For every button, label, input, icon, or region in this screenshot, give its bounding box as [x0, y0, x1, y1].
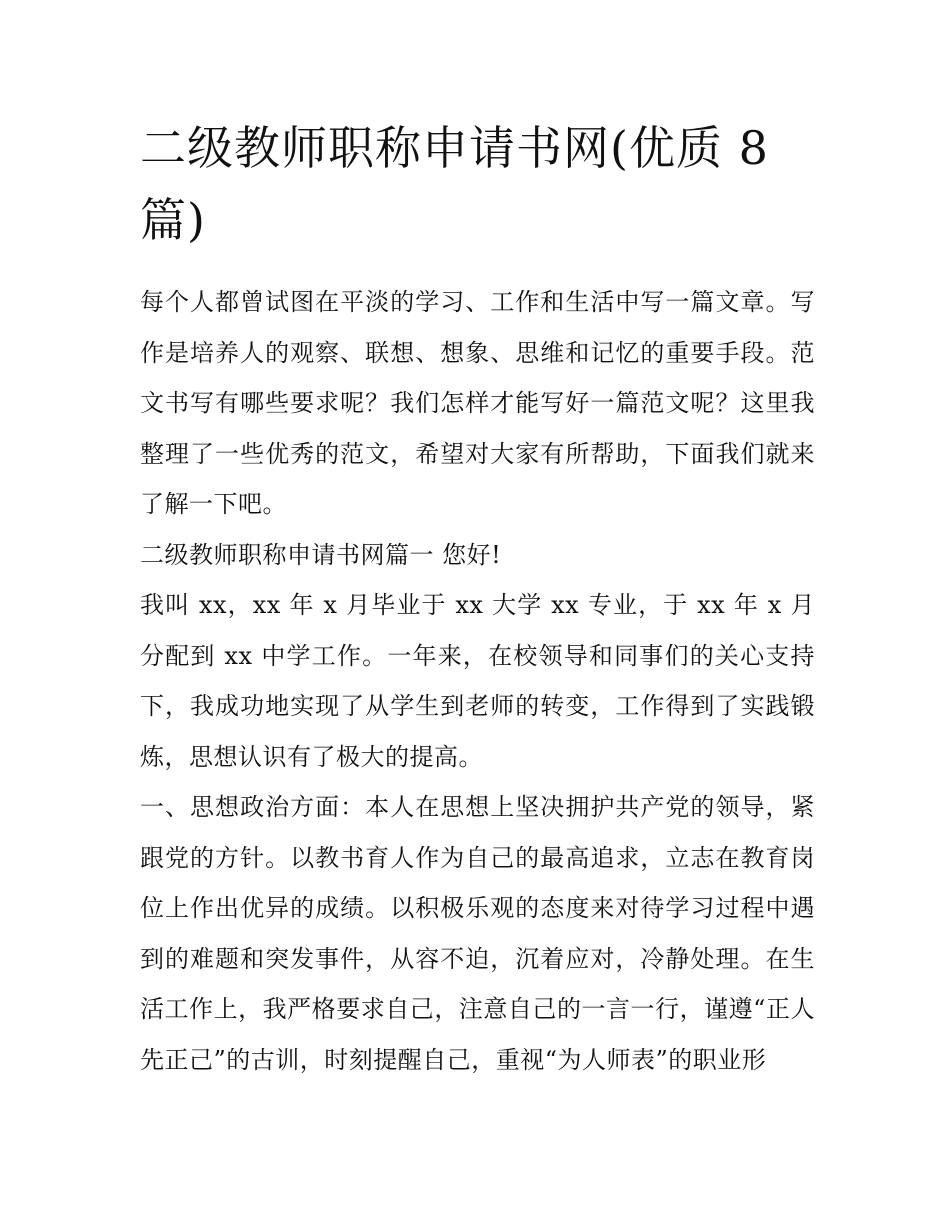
- section-heading-paragraph: 二级教师职称申请书网篇一 您好!: [140, 540, 502, 569]
- document-body: [140, 277, 815, 1085]
- document-title: 二级教师职称申请书网(优质 8 篇): [140, 121, 769, 247]
- political-thought-paragraph: 一、思想政治方面：本人在思想上坚决拥护共产党的领导，紧跟党的方针。以教书育人作为自己的最高追求，立志在教育岗位上作出优异的成绩。以积极乐观的态度来对待学习过程中遇到的难题和突发事件，从容不迫，沉着应对，冷静处理。在生活工作上，我严格要求自己，注意自己的一言一行，谨遵“正人先正己”的古训，时刻提醒自己，重视“为人师表”的职业形: [140, 793, 815, 1074]
- self-introduction-paragraph: 我叫 xx，xx 年 x 月毕业于 xx 大学 xx 专业，于 xx 年 x 月分配到 xx 中学工作。一年来，在校领导和同事们的关心支持下，我成功地实现了从学生到老师的转变，工作得到了实践锻炼，思想认识有了极大的提高。: [140, 591, 815, 771]
- intro-paragraph: 每个人都曾试图在平淡的学习、工作和生活中写一篇文章。写作是培养人的观察、联想、想象、思维和记忆的重要手段。范文书写有哪些要求呢？我们怎样才能写好一篇范文呢？这里我整理了一些优秀的范文，希望对大家有所帮助，下面我们就来了解一下吧。: [140, 288, 815, 518]
